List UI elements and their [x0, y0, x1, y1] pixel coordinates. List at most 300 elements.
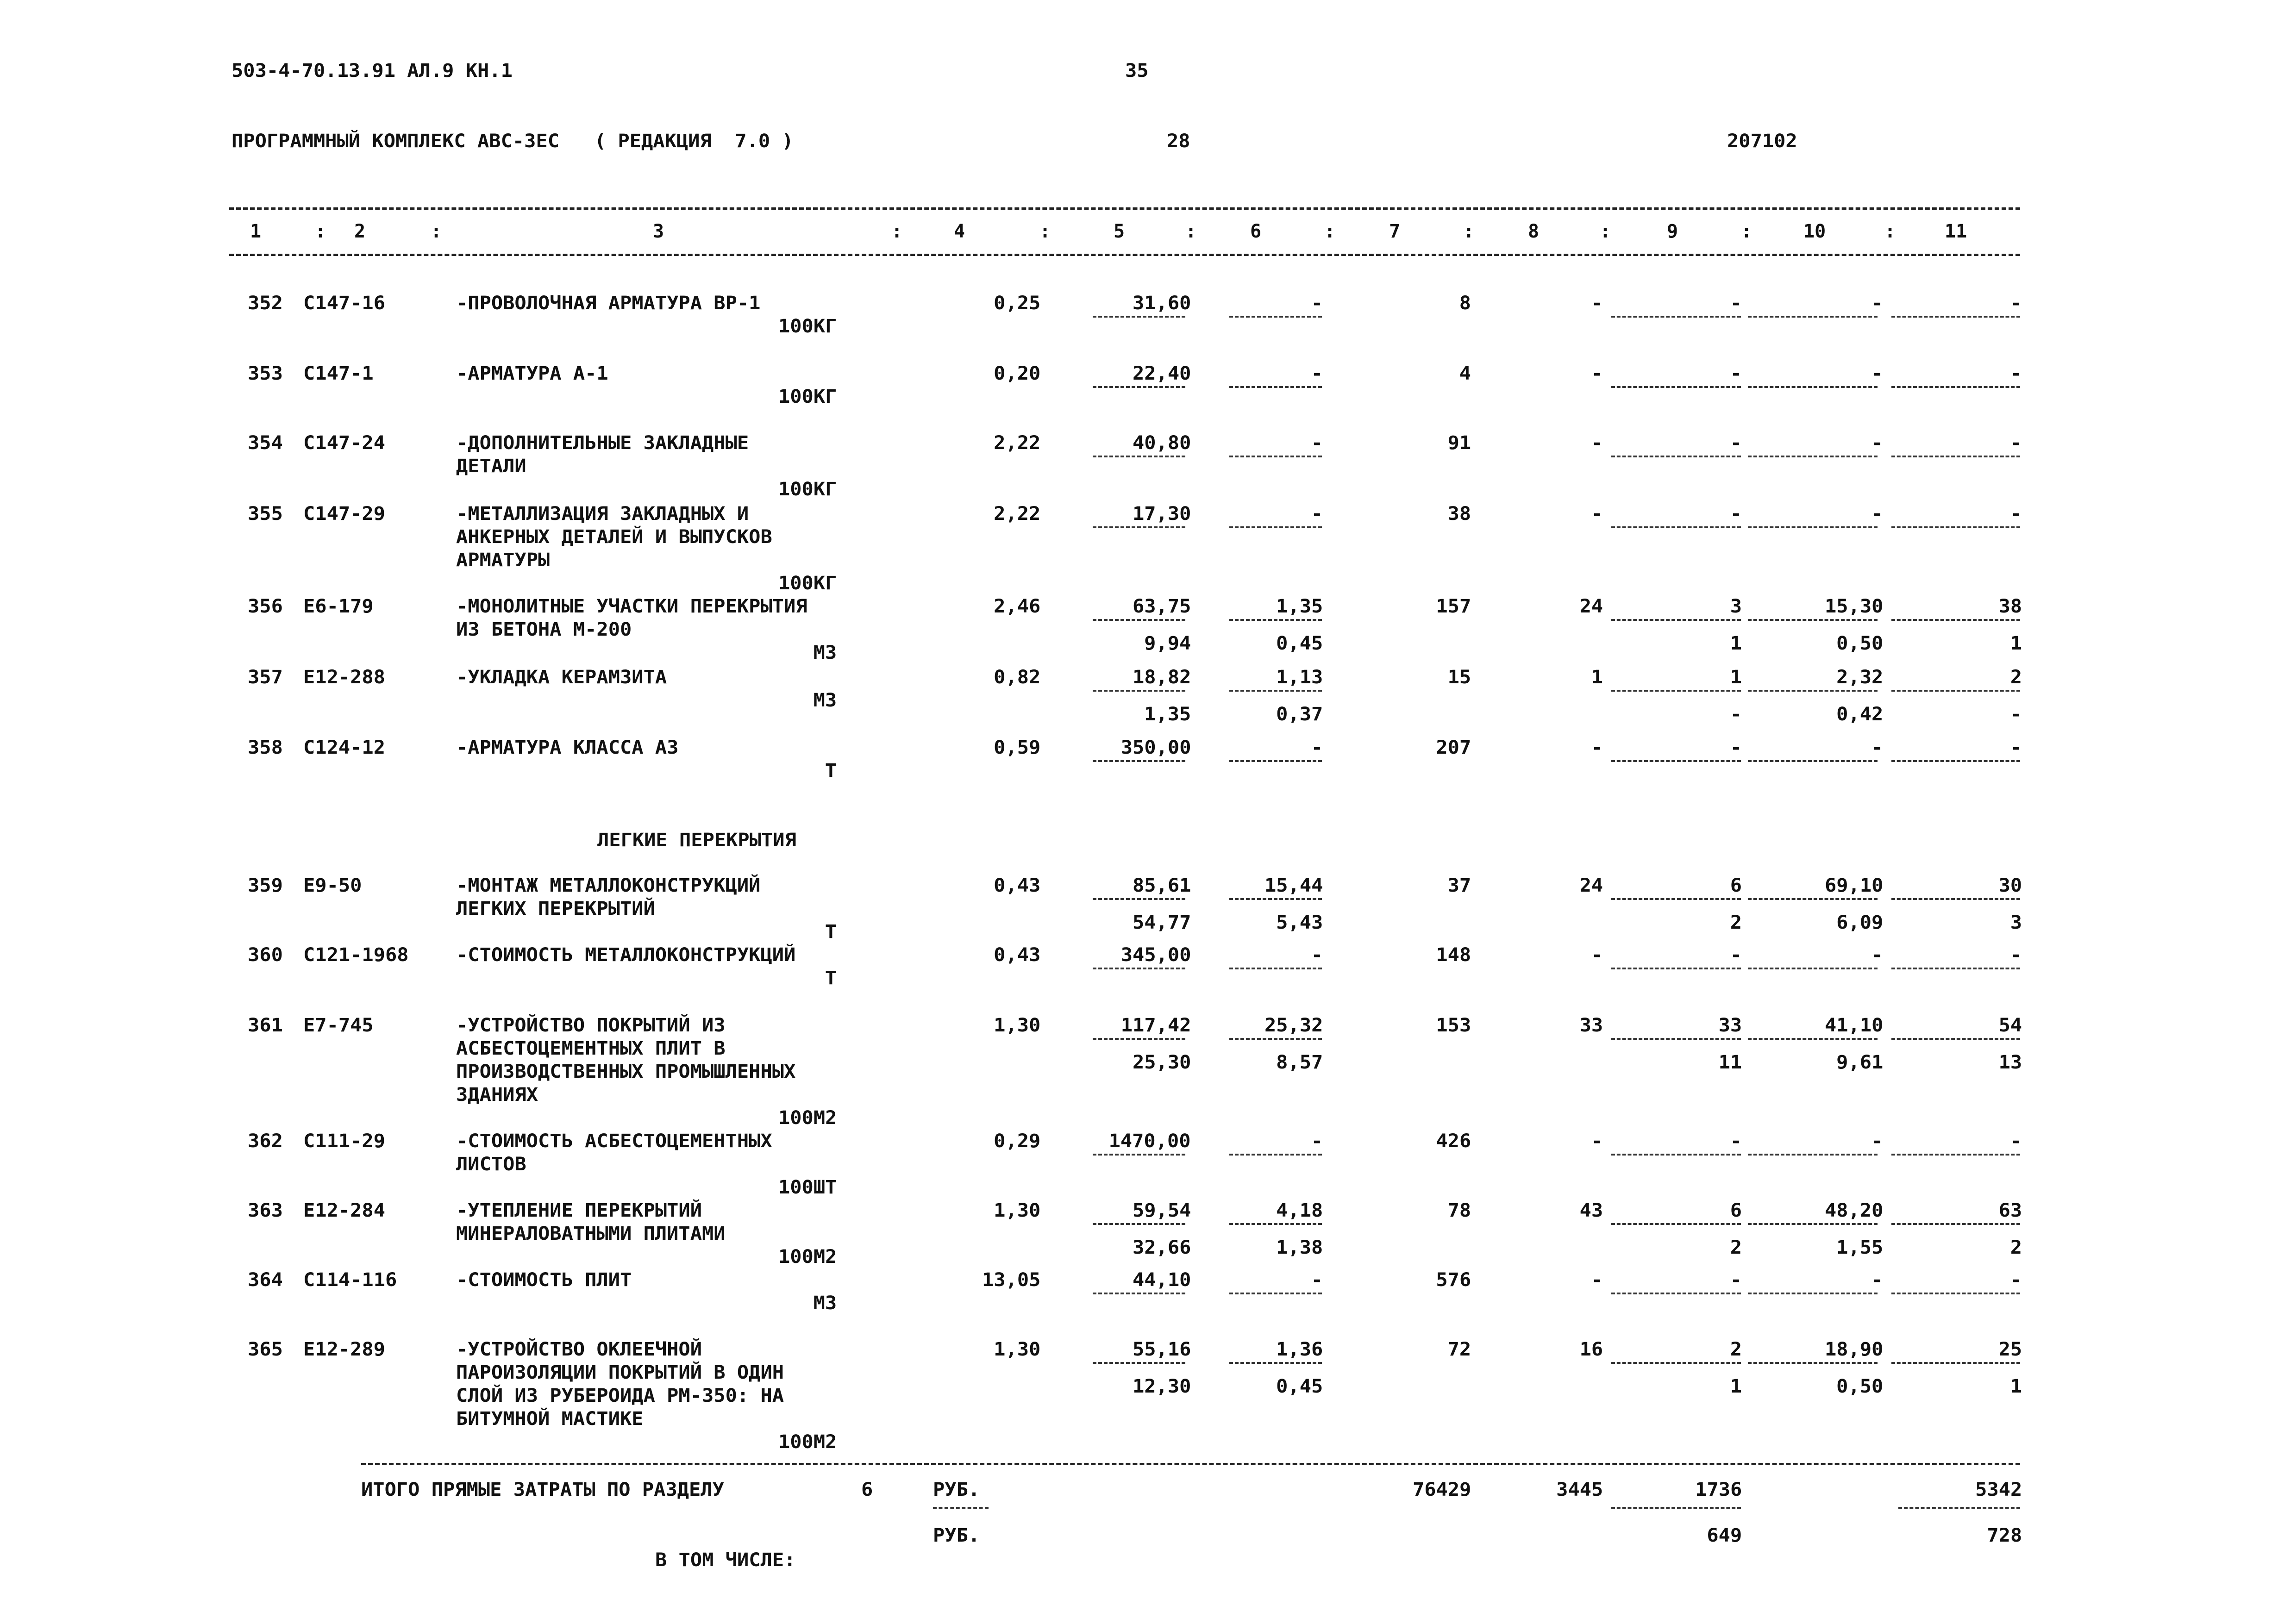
work-description: АСБЕСТОЦЕМЕНТНЫХ ПЛИТ В [456, 1038, 726, 1059]
work-description: МИНЕРАЛОВАТНЫМИ ПЛИТАМИ [456, 1223, 726, 1244]
unit-of-measure: Т [825, 760, 837, 781]
cell-col5: 59,54 [1132, 1200, 1191, 1221]
cell-col7: 4 [1459, 363, 1471, 384]
cell-col10: - [1871, 432, 1883, 454]
unit-of-measure: 100КГ [778, 316, 837, 337]
row-number: 352 [248, 293, 283, 314]
rate-code: С124-12 [303, 737, 386, 758]
total-currency-dash [933, 1507, 989, 1509]
cell-col10: - [1871, 944, 1883, 966]
cell-underline [1229, 690, 1322, 692]
cell-sub-col5: 9,94 [1144, 633, 1191, 654]
cell-sub-col10: 6,09 [1836, 912, 1883, 933]
cell-col7: 148 [1436, 944, 1471, 966]
column-header-5: 5 [1114, 221, 1125, 242]
cell-underline [1229, 386, 1322, 388]
cell-col11: - [2010, 503, 2022, 525]
cell-col4: 0,20 [993, 363, 1040, 384]
cell-underline [1229, 1154, 1322, 1156]
cell-col8: 43 [1579, 1200, 1603, 1221]
cell-col8: 16 [1579, 1339, 1603, 1360]
cell-sub-col5: 12,30 [1132, 1376, 1191, 1397]
cell-col10: - [1871, 293, 1883, 314]
cell-underline [1229, 968, 1322, 969]
cell-col6: 15,44 [1264, 875, 1323, 896]
total-currency-2: РУБ. [933, 1525, 980, 1546]
cell-sub-col6: 0,45 [1276, 1376, 1323, 1397]
cell-col4: 0,59 [993, 737, 1040, 758]
rate-code: Е6-179 [303, 596, 374, 617]
cell-col9: - [1730, 503, 1742, 525]
cell-col5: 63,75 [1132, 596, 1191, 617]
header-top-rule [229, 207, 2020, 210]
cell-col11: - [2010, 1269, 2022, 1291]
cell-underline [1229, 316, 1322, 318]
unit-of-measure: 100КГ [778, 479, 837, 500]
cell-col9: 6 [1730, 875, 1742, 896]
cell-col9: - [1730, 944, 1742, 966]
column-separator: : [315, 221, 326, 242]
column-separator: : [1185, 221, 1197, 242]
cell-underline [1611, 1362, 1741, 1364]
work-description: -УТЕПЛЕНИЕ ПЕРЕКРЫТИЙ [456, 1200, 702, 1221]
work-description: -МОНОЛИТНЫЕ УЧАСТКИ ПЕРЕКРЫТИЯ [456, 596, 807, 617]
row-number: 357 [248, 667, 283, 688]
unit-of-measure: 100М2 [778, 1431, 837, 1453]
cell-col6: - [1311, 432, 1323, 454]
cell-underline [1093, 619, 1185, 621]
cell-col10: 69,10 [1824, 875, 1883, 896]
unit-of-measure: М3 [813, 690, 837, 711]
cell-underline [1611, 760, 1741, 762]
total-col11-sub: 728 [1987, 1525, 2022, 1546]
cell-underline [1748, 1362, 1878, 1364]
cell-sub-col9: 11 [1718, 1052, 1742, 1073]
header-bottom-rule [229, 254, 2020, 256]
cell-col5: 17,30 [1132, 503, 1191, 525]
cell-underline [1891, 619, 2020, 621]
cell-col6: - [1311, 503, 1323, 525]
cell-col4: 1,30 [993, 1339, 1040, 1360]
cell-col10: - [1871, 363, 1883, 384]
cell-col4: 1,30 [993, 1015, 1040, 1036]
cell-col11: - [2010, 363, 2022, 384]
cell-underline [1229, 1362, 1322, 1364]
cell-sub-col5: 32,66 [1132, 1237, 1191, 1258]
cell-underline [1748, 760, 1878, 762]
section-heading: ЛЕГКИЕ ПЕРЕКРЫТИЯ [597, 830, 796, 851]
unit-of-measure: 100М2 [778, 1107, 837, 1129]
cell-col9: 2 [1730, 1339, 1742, 1360]
row-number: 353 [248, 363, 283, 384]
cell-col7: 15 [1447, 667, 1471, 688]
cell-sub-col11: - [2010, 704, 2022, 725]
column-header-8: 8 [1528, 221, 1540, 242]
work-description: ПАРОИЗОЛЯЦИИ ПОКРЫТИЙ В ОДИН [456, 1362, 784, 1383]
cell-col4: 2,46 [993, 596, 1040, 617]
cell-col7: 8 [1459, 293, 1471, 314]
cell-col9: - [1730, 1131, 1742, 1152]
work-description: -СТОИМОСТЬ АСБЕСТОЦЕМЕНТНЫХ [456, 1131, 772, 1152]
cell-sub-col9: 1 [1730, 633, 1742, 654]
cell-sub-col6: 0,45 [1276, 633, 1323, 654]
cell-col7: 576 [1436, 1269, 1471, 1291]
cell-underline [1229, 898, 1322, 900]
cell-sub-col10: 0,50 [1836, 633, 1883, 654]
row-number: 355 [248, 503, 283, 525]
row-number: 363 [248, 1200, 283, 1221]
cell-col9: - [1730, 293, 1742, 314]
work-description: -УСТРОЙСТВО ОКЛЕЕЧНОЙ [456, 1339, 702, 1360]
work-description: -ПРОВОЛОЧНАЯ АРМАТУРА ВР-1 [456, 293, 761, 314]
cell-col5: 40,80 [1132, 432, 1191, 454]
cell-underline [1093, 690, 1185, 692]
cell-col8: 33 [1579, 1015, 1603, 1036]
work-description: -УКЛАДКА КЕРАМЗИТА [456, 667, 667, 688]
cell-sub-col10: 1,55 [1836, 1237, 1883, 1258]
unit-of-measure: Т [825, 968, 837, 989]
cell-col4: 0,25 [993, 293, 1040, 314]
column-separator: : [431, 221, 442, 242]
cell-underline [1748, 898, 1878, 900]
cell-col9: - [1730, 737, 1742, 758]
row-number: 358 [248, 737, 283, 758]
cell-underline [1611, 526, 1741, 528]
cell-col8: - [1591, 293, 1603, 314]
cell-col10: - [1871, 503, 1883, 525]
cell-col9: - [1730, 363, 1742, 384]
cell-underline [1611, 386, 1741, 388]
cell-underline [1093, 898, 1185, 900]
cell-col11: 2 [2010, 667, 2022, 688]
unit-of-measure: 100М2 [778, 1246, 837, 1268]
cell-col7: 37 [1447, 875, 1471, 896]
total-rule [361, 1463, 2020, 1465]
work-description: -УСТРОЙСТВО ПОКРЫТИЙ ИЗ [456, 1015, 726, 1036]
cell-underline [1891, 690, 2020, 692]
cell-underline [1748, 1223, 1878, 1225]
rate-code: С147-1 [303, 363, 374, 384]
column-header-10: 10 [1803, 221, 1826, 242]
column-header-7: 7 [1389, 221, 1401, 242]
cell-sub-col6: 5,43 [1276, 912, 1323, 933]
cell-col11: 54 [1998, 1015, 2022, 1036]
work-description: ЗДАНИЯХ [456, 1084, 538, 1106]
work-description: ПРОИЗВОДСТВЕННЫХ ПРОМЫШЛЕННЫХ [456, 1061, 796, 1082]
cell-col11: - [2010, 944, 2022, 966]
cell-underline [1093, 1223, 1185, 1225]
cell-col4: 0,43 [993, 875, 1040, 896]
cell-col6: - [1311, 1131, 1323, 1152]
cell-sub-col9: 2 [1730, 912, 1742, 933]
cell-underline [1093, 1038, 1185, 1040]
row-number: 356 [248, 596, 283, 617]
cell-sub-col10: 0,50 [1836, 1376, 1883, 1397]
cell-col10: 18,90 [1824, 1339, 1883, 1360]
cell-underline [1229, 619, 1322, 621]
cell-col7: 157 [1436, 596, 1471, 617]
work-description: ЛЕГКИХ ПЕРЕКРЫТИЙ [456, 898, 655, 919]
program-title: ПРОГРАММНЫЙ КОМПЛЕКС АВС-3ЕС ( РЕДАКЦИЯ 7.0 ) [232, 131, 794, 152]
cell-col6: - [1311, 737, 1323, 758]
cell-underline [1093, 968, 1185, 969]
cell-underline [1748, 619, 1878, 621]
cell-col4: 2,22 [993, 503, 1040, 525]
total-col7: 76429 [1412, 1479, 1471, 1500]
cell-col4: 0,29 [993, 1131, 1040, 1152]
cell-underline [1093, 526, 1185, 528]
rate-code: С114-116 [303, 1269, 397, 1291]
cell-sub-col11: 1 [2010, 1376, 2022, 1397]
cell-col5: 55,16 [1132, 1339, 1191, 1360]
row-number: 362 [248, 1131, 283, 1152]
cell-sub-col9: 1 [1730, 1376, 1742, 1397]
row-number: 361 [248, 1015, 283, 1036]
cell-sub-col9: - [1730, 704, 1742, 725]
rate-code: Е12-289 [303, 1339, 386, 1360]
cell-col11: 30 [1998, 875, 2022, 896]
cell-col11: - [2010, 432, 2022, 454]
column-separator: : [1039, 221, 1051, 242]
cell-col11: 25 [1998, 1339, 2022, 1360]
rate-code: Е12-288 [303, 667, 386, 688]
cell-underline [1229, 456, 1322, 457]
cell-col8: - [1591, 737, 1603, 758]
cell-underline [1093, 316, 1185, 318]
cell-underline [1891, 1223, 2020, 1225]
work-description: -ДОПОЛНИТЕЛЬНЫЕ ЗАКЛАДНЫЕ [456, 432, 749, 454]
row-number: 354 [248, 432, 283, 454]
cell-col6: 1,13 [1276, 667, 1323, 688]
cell-col9: - [1730, 1269, 1742, 1291]
cell-underline [1748, 968, 1878, 969]
cell-col11: 38 [1998, 596, 2022, 617]
cell-underline [1748, 1293, 1878, 1294]
cell-underline [1093, 456, 1185, 457]
cell-underline [1891, 1038, 2020, 1040]
cell-underline [1611, 456, 1741, 457]
work-description: -МОНТАЖ МЕТАЛЛОКОНСТРУКЦИЙ [456, 875, 761, 896]
cell-underline [1229, 760, 1322, 762]
cell-underline [1229, 1223, 1322, 1225]
total-col11: 5342 [1975, 1479, 2022, 1500]
cell-sub-col10: 9,61 [1836, 1052, 1883, 1073]
total-col8: 3445 [1556, 1479, 1603, 1500]
cell-col10: 48,20 [1824, 1200, 1883, 1221]
total-currency: РУБ. [933, 1479, 980, 1500]
cell-underline [1611, 690, 1741, 692]
cell-col4: 13,05 [982, 1269, 1040, 1291]
cell-underline [1891, 968, 2020, 969]
section-number: 28 [1167, 131, 1190, 152]
work-description: -СТОИМОСТЬ ПЛИТ [456, 1269, 632, 1291]
cell-col6: 1,35 [1276, 596, 1323, 617]
cell-sub-col5: 25,30 [1132, 1052, 1191, 1073]
cell-col7: 207 [1436, 737, 1471, 758]
rate-code: С147-29 [303, 503, 386, 525]
rate-code: С147-24 [303, 432, 386, 454]
row-number: 360 [248, 944, 283, 966]
cell-col9: 1 [1730, 667, 1742, 688]
cell-sub-col11: 3 [2010, 912, 2022, 933]
total-label: ИТОГО ПРЯМЫЕ ЗАТРАТЫ ПО РАЗДЕЛУ [361, 1479, 724, 1500]
cell-underline [1611, 898, 1741, 900]
column-separator: : [1741, 221, 1753, 242]
cell-col6: 4,18 [1276, 1200, 1323, 1221]
cell-col8: - [1591, 1269, 1603, 1291]
column-header-11: 11 [1945, 221, 1967, 242]
cell-sub-col5: 1,35 [1144, 704, 1191, 725]
rate-code: С111-29 [303, 1131, 386, 1152]
cell-underline [1611, 1293, 1741, 1294]
cell-underline [1748, 1038, 1878, 1040]
cell-col9: - [1730, 432, 1742, 454]
cell-col5: 22,40 [1132, 363, 1191, 384]
cell-underline [1891, 1362, 2020, 1364]
cell-sub-col5: 54,77 [1132, 912, 1191, 933]
cell-underline [1611, 968, 1741, 969]
rate-code: Е12-284 [303, 1200, 386, 1221]
work-description: ИЗ БЕТОНА М-200 [456, 619, 632, 640]
cell-col10: - [1871, 1131, 1883, 1152]
unit-of-measure: 100КГ [778, 573, 837, 594]
cell-underline [1891, 898, 2020, 900]
row-number: 359 [248, 875, 283, 896]
rate-code: С147-16 [303, 293, 386, 314]
cell-col6: - [1311, 1269, 1323, 1291]
cell-underline [1229, 526, 1322, 528]
cell-col11: 63 [1998, 1200, 2022, 1221]
column-header-2: 2 [354, 221, 366, 242]
cell-col8: 24 [1579, 875, 1603, 896]
column-separator: : [1600, 221, 1611, 242]
column-header-1: 1 [250, 221, 262, 242]
cell-col5: 117,42 [1120, 1015, 1191, 1036]
cell-underline [1093, 760, 1185, 762]
total-col11-dash [1898, 1507, 2020, 1509]
total-col9: 1736 [1695, 1479, 1742, 1500]
cell-underline [1611, 1223, 1741, 1225]
column-separator: : [1463, 221, 1475, 242]
cell-col7: 78 [1447, 1200, 1471, 1221]
total-section: 6 [861, 1479, 873, 1500]
cell-col4: 2,22 [993, 432, 1040, 454]
cell-underline [1093, 1293, 1185, 1294]
cell-col8: 1 [1591, 667, 1603, 688]
cell-underline [1093, 1362, 1185, 1364]
cell-col6: 25,32 [1264, 1015, 1323, 1036]
document-code: 503-4-70.13.91 АЛ.9 КН.1 [232, 60, 513, 81]
cell-col4: 0,43 [993, 944, 1040, 966]
cell-underline [1748, 690, 1878, 692]
row-number: 365 [248, 1339, 283, 1360]
unit-of-measure: Т [825, 921, 837, 943]
cell-underline [1093, 386, 1185, 388]
cell-underline [1611, 1038, 1741, 1040]
cell-col5: 31,60 [1132, 293, 1191, 314]
cell-underline [1229, 1293, 1322, 1294]
cell-col4: 0,82 [993, 667, 1040, 688]
cell-col10: - [1871, 737, 1883, 758]
cell-col11: - [2010, 1131, 2022, 1152]
cell-col5: 350,00 [1120, 737, 1191, 758]
column-separator: : [1884, 221, 1896, 242]
unit-of-measure: М3 [813, 1293, 837, 1314]
cell-col4: 1,30 [993, 1200, 1040, 1221]
cell-col7: 426 [1436, 1131, 1471, 1152]
cell-col10: 2,32 [1836, 667, 1883, 688]
cell-underline [1611, 316, 1741, 318]
cell-col5: 85,61 [1132, 875, 1191, 896]
rate-code: Е9-50 [303, 875, 362, 896]
page-number: 35 [1125, 60, 1149, 81]
cell-col9: 3 [1730, 596, 1742, 617]
cell-sub-col6: 8,57 [1276, 1052, 1323, 1073]
column-header-9: 9 [1667, 221, 1678, 242]
cell-underline [1891, 386, 2020, 388]
cell-col9: 33 [1718, 1015, 1742, 1036]
work-description: ДЕТАЛИ [456, 456, 526, 477]
cell-underline [1748, 386, 1878, 388]
cell-col6: - [1311, 363, 1323, 384]
cell-col8: - [1591, 1131, 1603, 1152]
cell-underline [1229, 1038, 1322, 1040]
unit-of-measure: М3 [813, 642, 837, 663]
cell-col5: 18,82 [1132, 667, 1191, 688]
work-description: -АРМАТУРА А-1 [456, 363, 608, 384]
document-id: 207102 [1727, 131, 1797, 152]
cell-sub-col6: 0,37 [1276, 704, 1323, 725]
cell-col7: 72 [1447, 1339, 1471, 1360]
work-description: АРМАТУРЫ [456, 550, 550, 571]
column-separator: : [1324, 221, 1336, 242]
cell-col7: 91 [1447, 432, 1471, 454]
cell-col6: 1,36 [1276, 1339, 1323, 1360]
column-header-4: 4 [954, 221, 965, 242]
cell-underline [1748, 316, 1878, 318]
cell-underline [1891, 1154, 2020, 1156]
cell-sub-col11: 1 [2010, 633, 2022, 654]
column-separator: : [891, 221, 903, 242]
cell-underline [1611, 619, 1741, 621]
cell-underline [1891, 456, 2020, 457]
cell-col8: - [1591, 503, 1603, 525]
cell-col5: 44,10 [1132, 1269, 1191, 1291]
work-description: -МЕТАЛЛИЗАЦИЯ ЗАКЛАДНЫХ И [456, 503, 749, 525]
cell-col10: 41,10 [1824, 1015, 1883, 1036]
total-col9-sub: 649 [1707, 1525, 1742, 1546]
rate-code: С121-1968 [303, 944, 409, 966]
cell-underline [1891, 526, 2020, 528]
cell-col8: - [1591, 363, 1603, 384]
cell-sub-col6: 1,38 [1276, 1237, 1323, 1258]
cell-col10: - [1871, 1269, 1883, 1291]
work-description: -СТОИМОСТЬ МЕТАЛЛОКОНСТРУКЦИЙ [456, 944, 796, 966]
work-description: БИТУМНОЙ МАСТИКЕ [456, 1408, 644, 1430]
unit-of-measure: 100ШТ [778, 1177, 837, 1198]
cell-col11: - [2010, 737, 2022, 758]
work-description: СЛОЙ ИЗ РУБЕРОИДА РМ-350: НА [456, 1385, 784, 1406]
total-col9-dash [1611, 1507, 1741, 1509]
cell-col11: - [2010, 293, 2022, 314]
cell-col7: 38 [1447, 503, 1471, 525]
row-number: 364 [248, 1269, 283, 1291]
cell-underline [1891, 760, 2020, 762]
cell-sub-col9: 2 [1730, 1237, 1742, 1258]
cell-col8: - [1591, 944, 1603, 966]
work-description: АНКЕРНЫХ ДЕТАЛЕЙ И ВЫПУСКОВ [456, 526, 772, 548]
cell-col6: - [1311, 293, 1323, 314]
